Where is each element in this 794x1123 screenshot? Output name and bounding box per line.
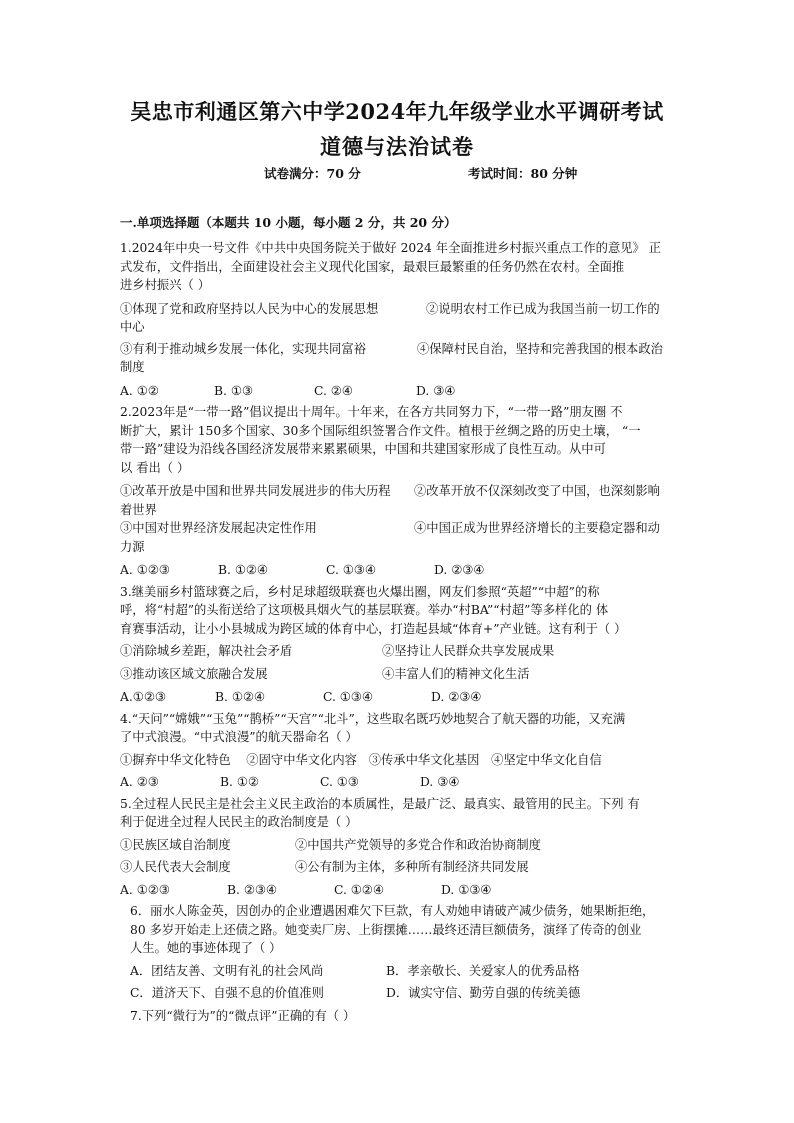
question-stem: 呼，将“村超”的头衔送给了这项极具烟火气的基层联赛。举办“村BA”“村超”等多样化的 体: [120, 603, 609, 617]
option-2-cont: 着世界: [120, 502, 157, 517]
question-stem: 2.2023年是“一带一路”倡议提出十周年。十年来，在各方共同努力下，“一带一路”朋友圈 不: [120, 405, 623, 419]
question-stem: 以 看出（ ）: [120, 460, 190, 475]
choice-d: D. ②③④: [434, 563, 485, 577]
choice-b: B. ①②④: [218, 563, 268, 577]
option-1: ①消除城乡差距，解决社会矛盾: [120, 644, 293, 658]
choice-c: C. ①②④: [334, 882, 384, 897]
choice-d: D. ③④: [416, 383, 456, 398]
question-stem: 育赛事活动，让小小县城成为跨区域的体育中心，打造起县域“体育+”产业链。这有利于（ ）: [120, 621, 627, 636]
choice-d: D. ②③④: [431, 690, 482, 704]
question-stem: 式发布，文件指出，全面建设社会主义现代化国家，最艰巨最繁重的任务仍然在农村。全面推: [120, 259, 625, 274]
choice-a: A. ①②: [120, 383, 159, 398]
question-5: [120, 795, 676, 900]
question-stem: 3.继美丽乡村篮球赛之后，乡村足球超级联赛也火爆出圈，网友们参照“英超”“中超”的称: [120, 584, 600, 599]
choice-a: A. ②③: [120, 775, 159, 789]
choice-a: A. ①②③: [120, 563, 170, 577]
question-4: [120, 710, 676, 792]
question-7-stem: 7.下列“微行为”的“微点评”正确的有（ ）: [130, 1008, 356, 1023]
options-row: ①摒弃中华文化特色 ②固守中华文化内容 ③传承中华文化基因 ④坚定中华文化自信: [120, 752, 602, 767]
question-1: [120, 239, 676, 400]
choice-b: B. ①③: [214, 383, 253, 398]
option-4-cont: 力源: [120, 539, 145, 554]
option-4: ④保障村民自治，坚持和完善我国的根本政治: [417, 341, 663, 356]
option-3: ③有利于推动城乡发展一体化，实现共同富裕: [120, 341, 366, 356]
choice-a: A.①②③: [120, 690, 166, 704]
choice-b: B. ①②: [220, 775, 259, 789]
questions-area: [120, 239, 676, 1028]
question-stem: 断扩大，累计 150多个国家、30多个国际组织签署合作文件。植根于丝绸之路的历史土壤， “一: [120, 423, 641, 438]
choice-a: A. ①②③: [120, 882, 170, 897]
choice-b: B. ①②④: [215, 690, 265, 704]
option-3: ③中国对世界经济发展起决定性作用: [120, 521, 317, 535]
option-2: ②坚持让人民群众共享发展成果: [382, 644, 555, 658]
option-4: ④公有制为主体，多种所有制经济共同发展: [295, 860, 529, 874]
option-2: ②中国共产党领导的多党合作和政治协商制度: [295, 837, 541, 852]
question-stem: 5.全过程人民民主是社会主义民主政治的本质属性，是最广泛、最真实、最管用的民主。下列 有: [120, 796, 640, 811]
option-3: ③推动该区域文旅融合发展: [120, 666, 268, 681]
question-2: [120, 403, 676, 580]
exam-title: 吴忠市利通区第六中学2024年九年级学业水平调研考试: [130, 99, 664, 124]
question-stem: 80 多岁开始走上还债之路。她变卖厂房、上街摆摊……最终还清巨额债务，演绎了传奇的创业: [130, 922, 642, 937]
choice-b: B．孝亲敬长、关爱家人的优秀品格: [386, 963, 580, 978]
choice-d: D. ①③④: [441, 882, 492, 897]
choice-d: D．诚实守信、勤劳自强的传统美德: [386, 986, 581, 1000]
option-4: ④丰富人们的精神文化生活: [382, 666, 530, 681]
option-1: ①民族区域自治制度: [120, 837, 231, 852]
option-4-cont: 制度: [120, 360, 145, 374]
question-6: [120, 902, 676, 1025]
option-1: ①改革开放是中国和世界共同发展进步的伟大历程: [120, 484, 391, 498]
choice-b: B. ②③④: [227, 882, 277, 897]
option-4: ④中国正成为世界经济增长的主要稳定器和动: [414, 521, 660, 535]
choice-a: A．团结友善、文明有礼的社会风尚: [130, 963, 324, 978]
option-2: ②说明农村工作已成为我国当前一切工作的: [426, 301, 660, 316]
choice-c: C. ②④: [314, 383, 353, 398]
full-score: 试卷满分：70 分: [264, 166, 361, 181]
choice-c: C. ①③④: [326, 563, 376, 577]
option-1: ①体现了党和政府坚持以人民为中心的发展思想: [120, 301, 379, 316]
option-2-cont: 中心: [120, 320, 145, 334]
exam-subject: 道德与法治试卷: [320, 134, 474, 159]
question-stem: 4.“天问”“嫦娥”“玉兔”“鹊桥”“天宫”“北斗”，这些取名既巧妙地契合了航天器的功能，又充满: [120, 711, 626, 726]
question-stem: 利于促进全过程人民民主的政治制度是（ ）: [120, 815, 358, 829]
question-stem: 1.2024年中央一号文件《中共中央国务院关于做好 2024 年全面推进乡村振兴重点工作的意见》 正: [120, 241, 662, 255]
question-stem: 人生。她的事迹体现了（ ）: [130, 941, 282, 955]
question-stem: 了中式浪漫。“中式浪漫”的航天器命名（ ）: [120, 730, 358, 744]
choice-c: C．道济天下、自强不息的价值准则: [130, 986, 324, 1000]
section-heading: 一.单项选择题（本题共 10 小题，每小题 2 分，共 20 分）: [120, 215, 457, 230]
option-3: ③人民代表大会制度: [120, 860, 231, 874]
question-3: [120, 583, 676, 707]
exam-time: 考试时间：80 分钟: [468, 166, 578, 181]
choice-d: D. ③④: [420, 775, 460, 789]
question-stem: 进乡村振兴（ ）: [120, 278, 210, 292]
choice-c: C. ①③: [320, 775, 359, 789]
option-2: ②改革开放不仅深刻改变了中国，也深刻影响: [414, 484, 660, 498]
question-stem: 带一路”建设为沿线各国经济发展带来累累硕果，中国和共建国家形成了良性互动。从中可: [120, 442, 606, 456]
question-stem: 6．丽水人陈金英，因创办的企业遭遇困难欠下巨款，有人劝她申请破产减少债务，她果断拒绝，: [130, 904, 655, 918]
choice-c: C. ①③④: [323, 690, 373, 704]
